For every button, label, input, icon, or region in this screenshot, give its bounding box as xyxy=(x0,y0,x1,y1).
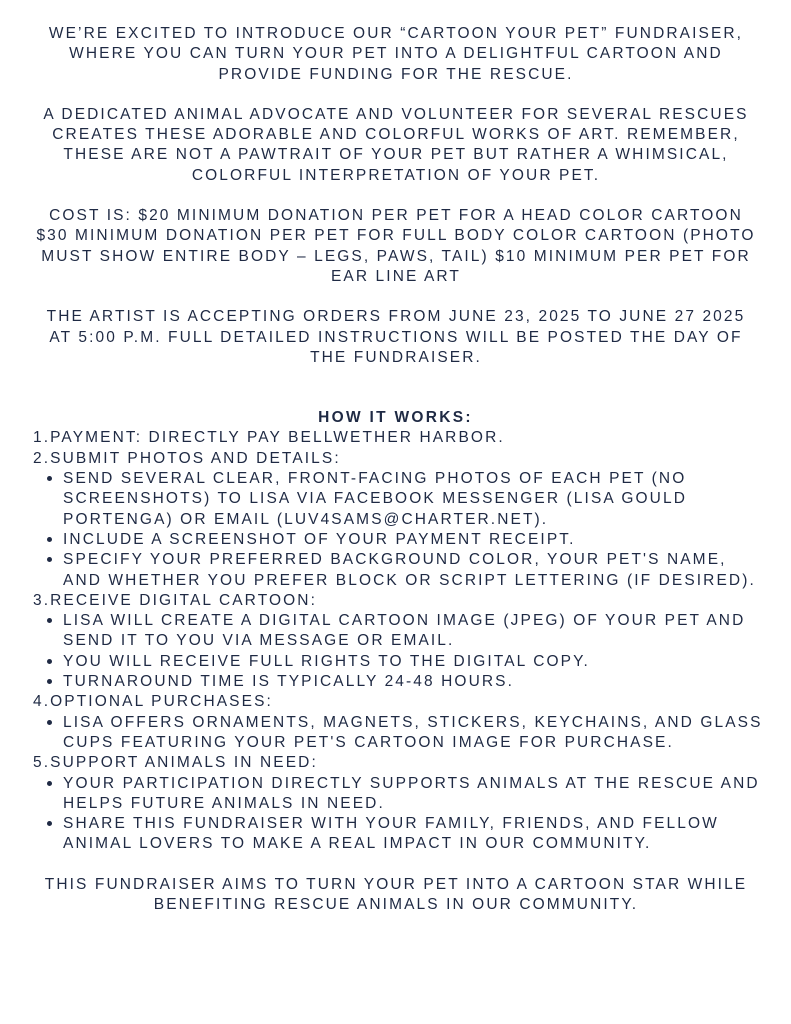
how-it-works-heading: HOW IT WORKS: xyxy=(318,409,473,427)
step-title: 5.SUPPORT ANIMALS IN NEED: xyxy=(33,754,318,772)
closing-paragraph: THIS FUNDRAISER AIMS TO TURN YOUR PET INTO A CARTOON STAR WHILE BENEFITING RESCUE ANIMALS IN OUR COMMUNITY. xyxy=(44,875,748,913)
step-title: 2.SUBMIT PHOTOS AND DETAILS: xyxy=(33,449,341,467)
bullet-item: LISA OFFERS ORNAMENTS, MAGNETS, STICKERS, KEYCHAINS, AND GLASS CUPS FEATURING YOUR PET'S CARTOON IMAGE FOR PURCHASE. xyxy=(33,713,763,754)
artist-paragraph: A DEDICATED ANIMAL ADVOCATE AND VOLUNTEER FOR SEVERAL RESCUES CREATES THESE ADORABLE AND COLORFUL WORKS OF ART. REMEMBER, THESE ARE NOT A PAWTRAIT OF YOUR PET BUT RATHER A WHIMSICAL, COLORFUL INTERPRETATION OF YOUR PET. xyxy=(43,105,749,184)
step-title: 3.RECEIVE DIGITAL CARTOON: xyxy=(33,591,317,609)
step-title: 4.OPTIONAL PURCHASES: xyxy=(33,693,273,711)
bullet-item: YOUR PARTICIPATION DIRECTLY SUPPORTS ANIMALS AT THE RESCUE AND HELPS FUTURE ANIMALS IN NEED. xyxy=(33,774,763,815)
intro-paragraph: WE’RE EXCITED TO INTRODUCE OUR “CARTOON YOUR PET” FUNDRAISER, WHERE YOU CAN TURN YOUR PET INTO A DELIGHTFUL CARTOON AND PROVIDE FUNDING FOR THE RESCUE. xyxy=(48,25,744,83)
steps-list xyxy=(0,428,763,854)
bullet-item: SHARE THIS FUNDRAISER WITH YOUR FAMILY, FRIENDS, AND FELLOW ANIMAL LOVERS TO MAKE A REAL IMPACT IN OUR COMMUNITY. xyxy=(33,814,763,855)
bullet-item: INCLUDE A SCREENSHOT OF YOUR PAYMENT RECEIPT. xyxy=(33,530,763,550)
step-item xyxy=(33,449,763,591)
step-title: 1.PAYMENT: DIRECTLY PAY BELLWETHER HARBOR. xyxy=(33,429,505,447)
bullet-list xyxy=(33,469,763,591)
bullet-item: SPECIFY YOUR PREFERRED BACKGROUND COLOR, YOUR PET'S NAME, AND WHETHER YOU PREFER BLOCK OR SCRIPT LETTERING (IF DESIRED). xyxy=(33,550,763,591)
fundraiser-flyer xyxy=(0,24,791,915)
bullet-item: YOU WILL RECEIVE FULL RIGHTS TO THE DIGITAL COPY. xyxy=(33,652,763,672)
cost-paragraph: COST IS: $20 MINIMUM DONATION PER PET FOR A HEAD COLOR CARTOON $30 MINIMUM DONATION PER PET FOR FULL BODY COLOR CARTOON (PHOTO MUST SHOW ENTIRE BODY – LEGS, PAWS, TAIL) $10 MINIMUM PER PET FOR EAR LINE ART xyxy=(36,207,756,285)
step-item xyxy=(33,753,763,854)
bullet-item: TURNAROUND TIME IS TYPICALLY 24-48 HOURS. xyxy=(33,672,763,692)
bullet-item: SEND SEVERAL CLEAR, FRONT-FACING PHOTOS OF EACH PET (NO SCREENSHOTS) TO LISA VIA FACEBOOK MESSENGER (LISA GOULD PORTENGA) OR EMAIL (LUV4SAMS@CHARTER.NET). xyxy=(33,469,763,530)
dates-paragraph: THE ARTIST IS ACCEPTING ORDERS FROM JUNE 23, 2025 TO JUNE 27 2025 AT 5:00 P.M. FULL DETAILED INSTRUCTIONS WILL BE POSTED THE DAY OF THE FUNDRAISER. xyxy=(46,308,746,366)
step-item xyxy=(33,692,763,753)
step-item xyxy=(33,428,763,448)
step-item xyxy=(33,591,763,692)
bullet-item: LISA WILL CREATE A DIGITAL CARTOON IMAGE (JPEG) OF YOUR PET AND SEND IT TO YOU VIA MESSAGE OR EMAIL. xyxy=(33,611,763,652)
bullet-list xyxy=(33,774,763,855)
bullet-list xyxy=(33,713,763,754)
bullet-list xyxy=(33,611,763,692)
